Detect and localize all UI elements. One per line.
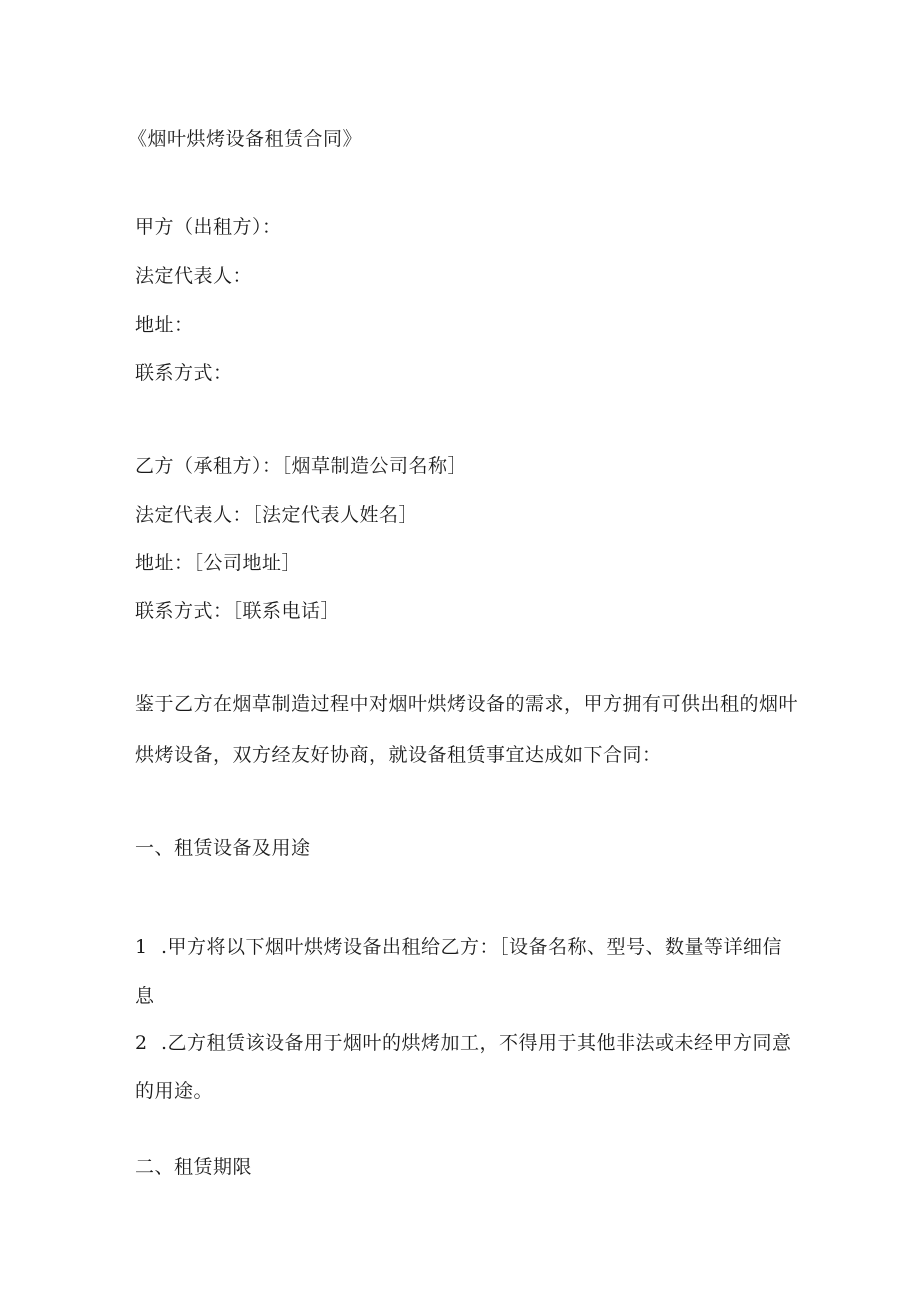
item-1-line-1: .甲方将以下烟叶烘烤设备出租给乙方：［设备名称、型号、数量等详细信 <box>161 936 783 958</box>
party-a-address: 地址： <box>135 314 194 336</box>
section-1-item-1 <box>135 935 782 959</box>
party-b-label: 乙方（承租方）：［烟草制造公司名称］ <box>135 455 468 477</box>
document-title: 《烟叶烘烤设备租赁合同》 <box>128 128 363 150</box>
item-1-number: 1 <box>135 936 148 958</box>
preamble-line-2: 烘烤设备，双方经友好协商，就设备租赁事宜达成如下合同： <box>135 744 662 766</box>
section-2-heading: 二、租赁期限 <box>135 1156 253 1178</box>
party-b-contact: 联系方式：［联系电话］ <box>135 600 341 622</box>
party-a-label: 甲方（出租方）： <box>135 216 282 238</box>
section-1-item-2 <box>135 1031 792 1055</box>
party-a-representative: 法定代表人： <box>135 265 253 287</box>
section-1-heading: 一、租赁设备及用途 <box>135 837 311 859</box>
item-2-line-2: 的用途。 <box>135 1080 214 1102</box>
item-1-line-2: 息 <box>135 985 155 1007</box>
item-2-line-1: .乙方租赁该设备用于烟叶的烘烤加工，不得用于其他非法或未经甲方同意 <box>161 1032 792 1054</box>
party-b-representative: 法定代表人：［法定代表人姓名］ <box>135 504 419 526</box>
preamble-line-1: 鉴于乙方在烟草制造过程中对烟叶烘烤设备的需求，甲方拥有可供出租的烟叶 <box>135 693 799 715</box>
party-a-contact: 联系方式： <box>135 362 233 384</box>
item-2-number: 2 <box>135 1032 148 1054</box>
party-b-address: 地址：［公司地址］ <box>135 552 302 574</box>
